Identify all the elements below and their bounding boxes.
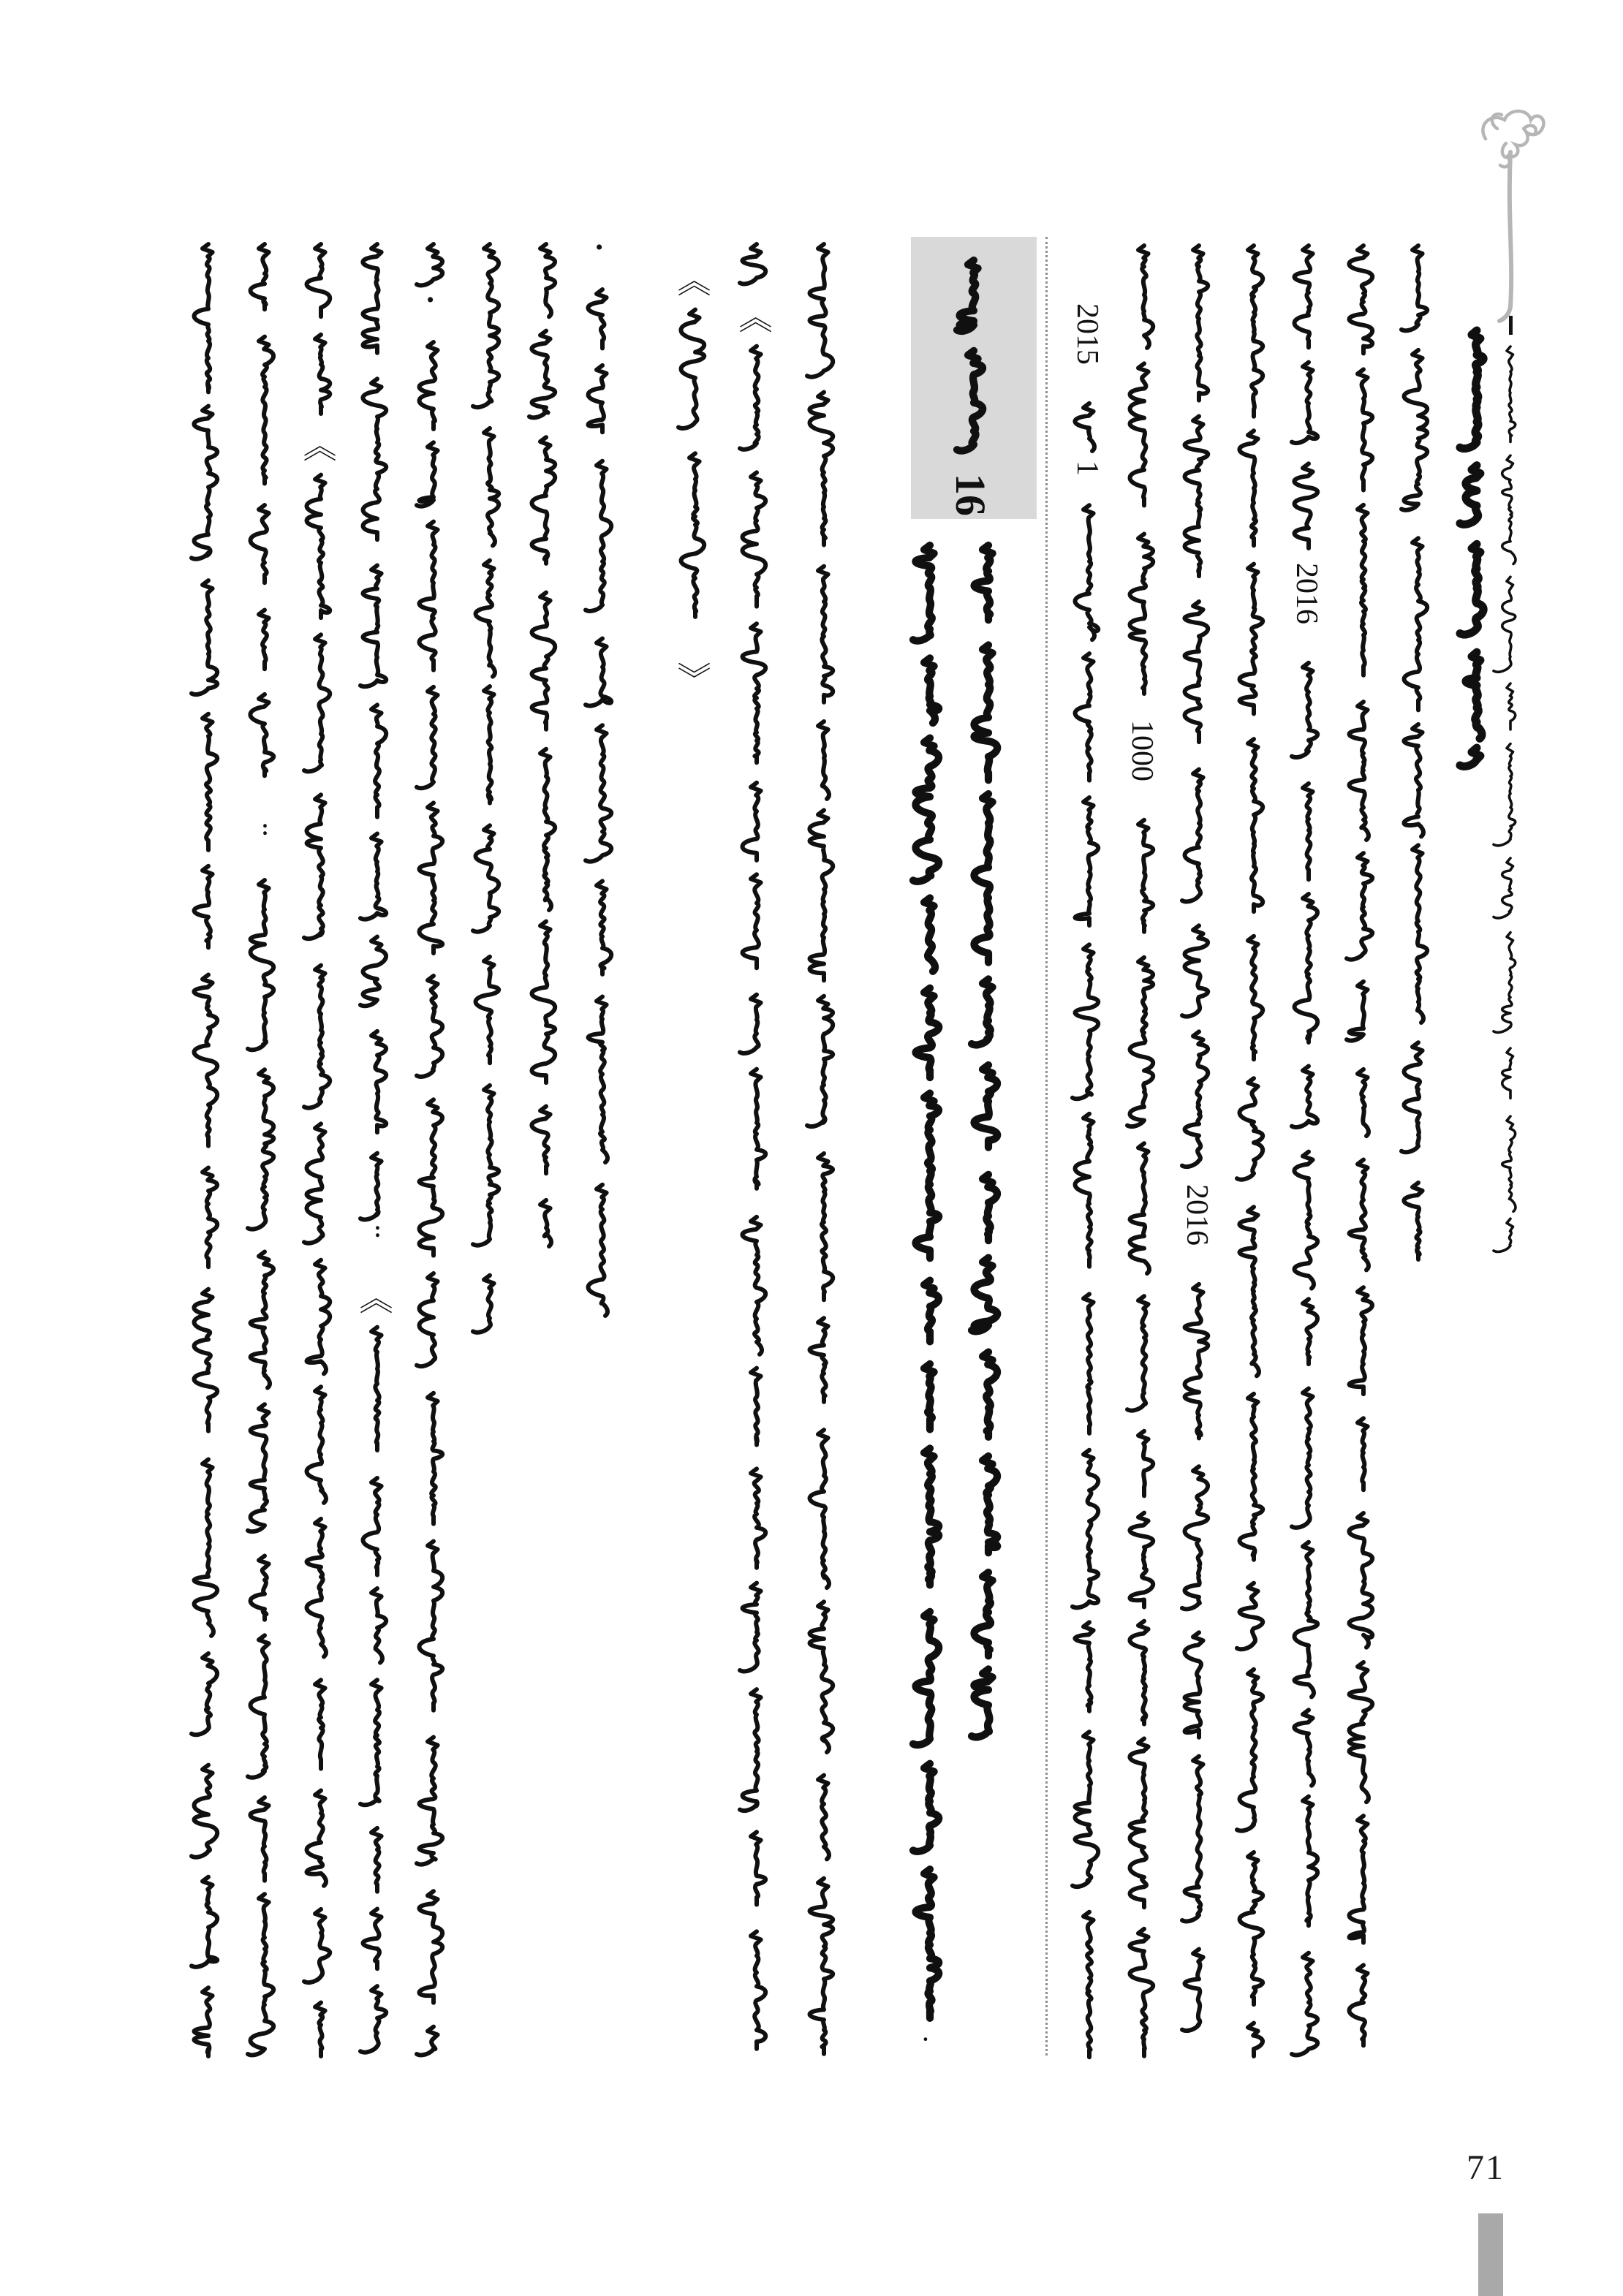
lesson-badge	[911, 237, 1037, 519]
token-《-body-line-2: 《	[735, 300, 773, 333]
token-《-body-line-9: 《	[300, 428, 338, 462]
page-number: 71	[1467, 2148, 1505, 2187]
header-rule	[1499, 152, 1511, 321]
token-·-lesson-title-line-2: ·	[920, 2023, 931, 2056]
token-2016-prev-line-5: 2016	[1179, 1184, 1214, 1246]
token-2015-prev-line-7: 2015	[1070, 303, 1104, 365]
token-《-body-line-3-quoted: 《	[674, 263, 712, 297]
token-2016-prev-line-3: 2016	[1289, 563, 1323, 624]
token-•-body-line-4: •	[595, 235, 603, 259]
token-1000-prev-line-6: 1000	[1124, 720, 1159, 781]
section-divider-dotted	[1045, 237, 1048, 2056]
token-᠄-body-line-10: ᠄	[255, 817, 268, 848]
page-edge-tab	[1478, 2213, 1503, 2296]
token-16-badge-word: 16	[947, 474, 995, 516]
token-1-prev-line-7: 1	[1070, 461, 1104, 476]
flourish-strokes	[1483, 111, 1543, 167]
header-dash	[1509, 316, 1513, 335]
token-᠄-body-line-8: ᠄	[368, 1219, 380, 1250]
token-•-body-line-7: •	[426, 287, 434, 312]
token-《-body-line-8: 《	[356, 1281, 394, 1314]
token-》-body-line-3-quoted: 》	[674, 662, 712, 695]
